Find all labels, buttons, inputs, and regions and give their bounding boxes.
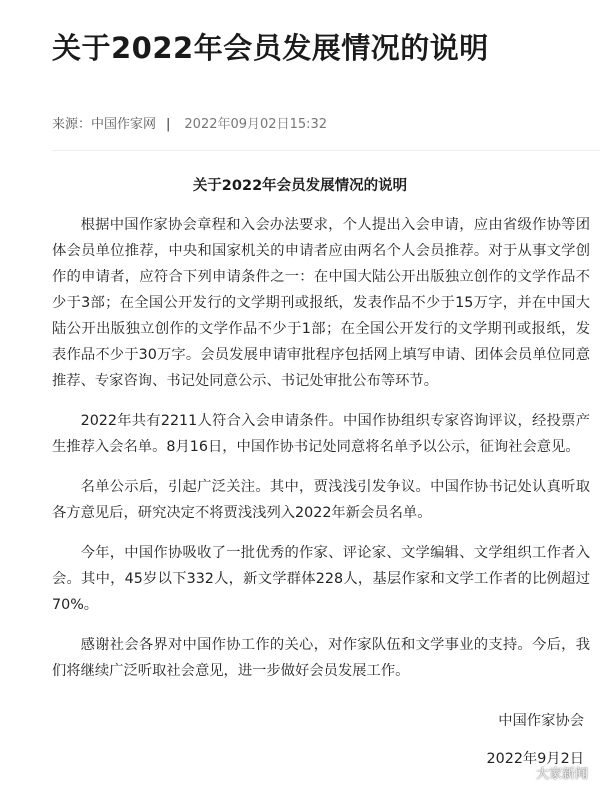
document-body xyxy=(52,212,590,698)
publish-time: 2022年09月02日15:32 xyxy=(184,117,328,132)
header-divider xyxy=(52,150,600,151)
document-signature: 中国作家协会 xyxy=(498,713,584,729)
article-headline: 关于2022年会员发展情况的说明 xyxy=(52,31,489,65)
document-sign-date: 2022年9月2日 xyxy=(486,751,584,767)
paragraph-2: 2022年共有2211人符合入会申请条件。中国作协组织专家咨询评议，经投票产生推荐入会名单。8月16日，中国作协书记处同意将名单予以公示，征询社会意见。 xyxy=(52,413,590,455)
meta-separator: | xyxy=(166,117,171,132)
paragraph-5: 感谢社会各界对中国作协工作的关心，对作家队伍和文学事业的支持。今后，我们将继续广泛听取社会意见，进一步做好会员发展工作。 xyxy=(52,637,590,679)
paragraph-3: 名单公示后，引起广泛关注。其中，贾浅浅引发争议。中国作协书记处认真听取各方意见后，研究决定不将贾浅浅列入2022年新会员名单。 xyxy=(52,479,590,521)
article-meta xyxy=(52,114,327,136)
watermark-text: 大家新闻 xyxy=(535,767,588,782)
paragraph-1: 根据中国作家协会章程和入会办法要求，个人提出入会申请，应由省级作协等团体会员单位推荐，中央和国家机关的申请者应由两名个人会员推荐。对于从事文学创作的申请者，应符合下列申请条件之一：在中国大陆公开出版独立创作的文学作品不少于3部；在全国公开发行的文学期刊或报纸，发表作品不少于15万字，并在中国大陆公开出版独立创作的文学作品不少于1部；在全国公开发行的文学期刊或报纸，发表作品不少于30万字。会员发展申请审批程序包括网上填写申请、团体会员单位同意推荐、专家咨询、书记处同意公示、书记处审批公布等环节。 xyxy=(52,217,590,389)
watermark xyxy=(517,764,588,786)
paragraph-4: 今年，中国作协吸收了一批优秀的作家、评论家、文学编辑、文学组织工作者入会。其中，45岁以下332人，新文学群体228人，基层作家和文学工作者的比例超过70%。 xyxy=(52,545,590,613)
source-label[interactable]: 来源：中国作家网 xyxy=(52,117,157,132)
weibo-icon xyxy=(517,768,533,782)
document-title: 关于2022年会员发展情况的说明 xyxy=(192,178,408,194)
